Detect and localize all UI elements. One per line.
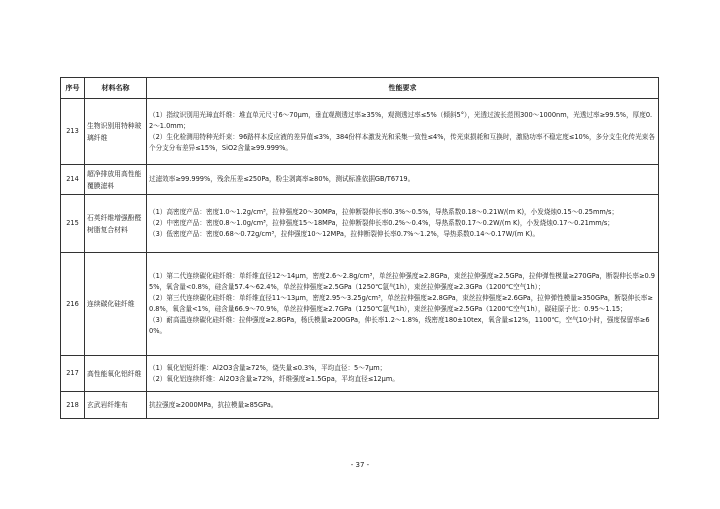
requirement-line: （3）低密度产品：密度0.68～0.72g/cm³，拉伸强度10～12MPa，拉伸断裂伸长率0.7%～1.2%，导热系数0.14～0.17W/(m K)。 — [149, 230, 540, 238]
row-number: 216 — [61, 253, 85, 356]
table-row — [61, 165, 659, 195]
header-requirements: 性能要求 — [147, 78, 659, 99]
requirement-cell — [147, 253, 659, 356]
requirement-line: （2）氧化铝连续纤维：Al2O3含量≥72%，纤维强度≥1.5Gpa，平均直径≤12μm。 — [149, 374, 399, 383]
requirement-line: （1）第二代连续碳化硅纤维：单纤维直径12～14μm，密度2.6～2.8g/cm³，单丝拉伸强度≥2.8GPa，束丝拉伸强度≥2.5GPa，拉伸弹性模量≥270GPa，断裂伸长率≥0.95%，氧含量<0.8%，硅含量57.4～62.4%，单丝拉伸强度≥2.5GPa（1250℃氩气1h），束丝拉伸强度≥2.3GPa（1200℃空气1h）； — [149, 272, 655, 291]
spec-table — [60, 77, 659, 419]
table-row — [61, 195, 659, 253]
row-number: 214 — [61, 165, 85, 195]
row-number: 215 — [61, 195, 85, 253]
requirement-line: （1）指纹识别用光璋直纤维：堆直单元尺寸6～70μm，垂直观测透过率≥35%，观测透过率≤5%（倾斜5°），光透过波长范围300～1000nm，光透过率≥99.5%，厚度0.2～1.0mm； — [149, 110, 653, 130]
material-name: 连续碳化硅纤维 — [85, 253, 147, 356]
requirement-line: 过滤效率≥99.999%，残余压差≤250Pa，粉尘剥离率≥80%，测试标准依据GB/T6719。 — [149, 175, 415, 183]
material-name: 超净排放用高性能覆膜滤料 — [85, 165, 147, 195]
material-name: 高性能氧化铝纤维 — [85, 356, 147, 392]
table-row — [61, 99, 659, 165]
requirement-line: （3）耐高温连续碳化硅纤维：拉伸强度≥2.8GPa，杨氏模量≥200GPa，伸长率1.2～1.8%，线密度180±10tex，氧含量≤12%，1100℃，空气10小时，强度保留率≥60%。 — [149, 316, 650, 335]
requirement-cell — [147, 356, 659, 392]
table-row — [61, 356, 659, 392]
requirement-line: 抗拉强度≥2000MPa，抗拉模量≥85GPa。 — [149, 400, 278, 409]
requirement-cell — [147, 392, 659, 419]
material-name: 生物识别用特种玻璃纤维 — [85, 99, 147, 165]
header-name: 材料名称 — [85, 78, 147, 99]
requirement-cell — [147, 195, 659, 253]
row-number: 213 — [61, 99, 85, 165]
requirement-line: （2）生化检测用特种光纤束：96路样本反应液的差异值≤3%，384份样本激发光和采集一致性≤4%，传光束损耗和互换时，激励功率不稳定度≤10%，多分支生化传光束各个分支分布差异≤15%，SiO2含量≥99.999%。 — [149, 132, 655, 152]
page-number: - 37 - — [350, 461, 370, 469]
requirement-line: （2）第三代连续碳化硅纤维：单纤维直径11～13μm，密度2.95～3.25g/cm³，单丝拉伸强度≥2.8GPa，束丝拉伸强度≥2.6GPa，拉伸弹性模量≥350GPa，断裂伸长率≥0.8%，氧含量<1%，硅含量66.9～70.9%，单丝拉伸强度≥2.7GPa（1250℃氩气1h），束丝拉伸强度≥2.5GPa（1200℃空气1h），碳硅原子比：0.95～1.15； — [149, 294, 653, 313]
spec-table-container — [60, 77, 658, 419]
requirement-line: （1）氧化铝短纤维：Al2O3含量≥72%，烧失量≤0.3%，平均直径：5～7μm； — [149, 363, 387, 372]
table-row — [61, 253, 659, 356]
material-name: 石英纤维增强酚醛树脂复合材料 — [85, 195, 147, 253]
row-number: 217 — [61, 356, 85, 392]
requirement-line: （2）中密度产品：密度0.8～1.0g/cm³，拉伸强度15～18MPa，拉伸断裂伸长率0.2%～0.4%，导热系数0.17～0.2W/(m K)，小发烧烛0.17～0.21mm/s； — [149, 219, 614, 227]
table-row — [61, 392, 659, 419]
requirement-cell — [147, 99, 659, 165]
requirement-cell — [147, 165, 659, 195]
table-header-row — [61, 78, 659, 99]
row-number: 218 — [61, 392, 85, 419]
material-name: 玄武岩纤维布 — [85, 392, 147, 419]
requirement-line: （1）高密度产品：密度1.0～1.2g/cm³，拉伸强度20～30MPa，拉伸断裂伸长率0.3%～0.5%，导热系数0.18～0.21W/(m K)，小发烧烛0.15～0.25mm/s； — [149, 208, 619, 216]
header-no: 序号 — [61, 78, 85, 99]
